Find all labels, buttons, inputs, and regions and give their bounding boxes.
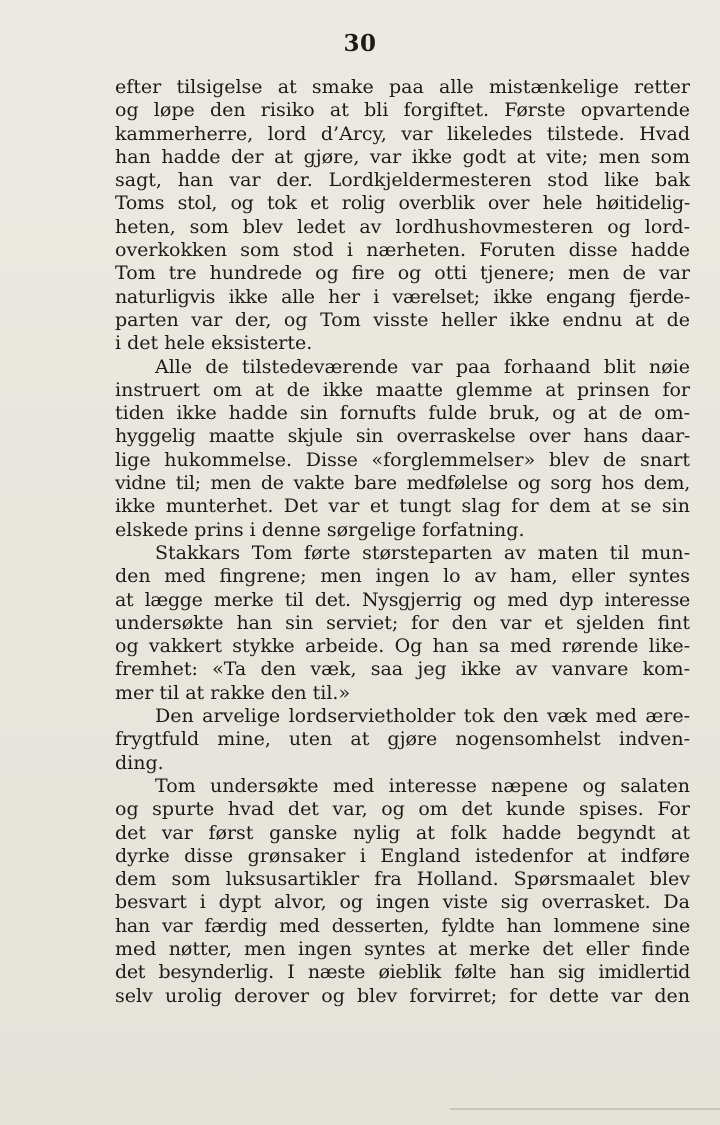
text-line: ding.: [115, 751, 164, 774]
text-line: elskede prins i denne sørgelige forfatning.: [115, 518, 525, 541]
text-line: og løpe den risiko at bli forgiftet. Første opvartende: [115, 99, 690, 122]
text-line: at lægge merke til det. Nysgjerrig og med dyp interesse: [115, 588, 690, 611]
text-line: overkokken som stod i nærheten. Foruten disse hadde: [115, 239, 690, 262]
text-line: undersøkte han sin serviet; for den var et sjelden fint: [115, 611, 690, 634]
text-line: Toms stol, og tok et rolig overblik over hele høitidelig-: [115, 192, 690, 215]
text-line: dem som luksusartikler fra Holland. Spørsmaalet blev: [115, 868, 690, 891]
text-line: og spurte hvad det var, og om det kunde spises. For: [115, 798, 690, 821]
text-line: efter tilsigelse at smake paa alle mistænkelige retter: [115, 76, 690, 98]
text-line: han hadde der at gjøre, var ikke godt at vite; men som: [115, 145, 690, 168]
text-line: besvart i dypt alvor, og ingen viste sig overrasket. Da: [115, 891, 690, 914]
text-line: fremhet: «Ta den væk, saa jeg ikke av vanvare kom-: [115, 658, 690, 681]
text-line: mer til at rakke den til.»: [115, 681, 351, 704]
text-line: i det hele eksisterte.: [115, 332, 313, 355]
text-line: heten, som blev ledet av lordhushovmesteren og lord-: [115, 215, 690, 238]
text-line: Alle de tilstedeværende var paa forhaand blit nøie: [155, 355, 690, 378]
body-text: [115, 76, 690, 1008]
page-number: 30: [343, 30, 377, 57]
text-line: selv urolig derover og blev forvirret; for dette var den: [115, 984, 690, 1007]
page-edge-shadow: [450, 1108, 720, 1110]
text-line: med nøtter, men ingen syntes at merke det eller finde: [115, 937, 690, 960]
text-line: vidne til; men de vakte bare medfølelse og sorg hos dem,: [115, 472, 690, 495]
text-line: instruert om at de ikke maatte glemme at prinsen for: [115, 378, 690, 401]
text-line: Tom undersøkte med interesse næpene og salaten: [155, 774, 690, 797]
text-line: sagt, han var der. Lordkjeldermesteren stod like bak: [115, 169, 690, 192]
text-line: det besynderlig. I næste øieblik følte han sig imidlertid: [115, 961, 690, 984]
text-line: den med fingrene; men ingen lo av ham, eller syntes: [115, 565, 690, 588]
text-line: ikke munterhet. Det var et tungt slag for dem at se sin: [115, 495, 690, 518]
text-line: naturligvis ikke alle her i værelset; ikke engang fjerde-: [115, 285, 690, 308]
text-line: lige hukommelse. Disse «forglemmelser» blev de snart: [115, 448, 690, 471]
text-line: tiden ikke hadde sin fornufts fulde bruk, og at de om-: [115, 402, 690, 425]
text-line: dyrke disse grønsaker i England istedenfor at indføre: [115, 844, 690, 867]
text-line: Den arvelige lordservietholder tok den væk med ære-: [155, 705, 690, 728]
text-line: kammerherre, lord d’Arcy, var likeledes tilstede. Hvad: [115, 122, 690, 145]
text-line: frygtfuld mine, uten at gjøre nogensomhelst indven-: [115, 728, 690, 751]
text-line: hyggelig maatte skjule sin overraskelse over hans daar-: [115, 425, 690, 448]
text-line: han var færdig med desserten, fyldte han lommene sine: [115, 914, 690, 937]
text-line: og vakkert stykke arbeide. Og han sa med rørende like-: [115, 635, 690, 658]
text-line: Stakkars Tom førte størsteparten av maten til mun-: [155, 541, 690, 564]
text-line: parten var der, og Tom visste heller ikke endnu at de: [115, 308, 690, 331]
text-line: Tom tre hundrede og fire og otti tjenere; men de var: [115, 262, 690, 285]
text-line: det var først ganske nylig at folk hadde begyndt at: [115, 821, 690, 844]
